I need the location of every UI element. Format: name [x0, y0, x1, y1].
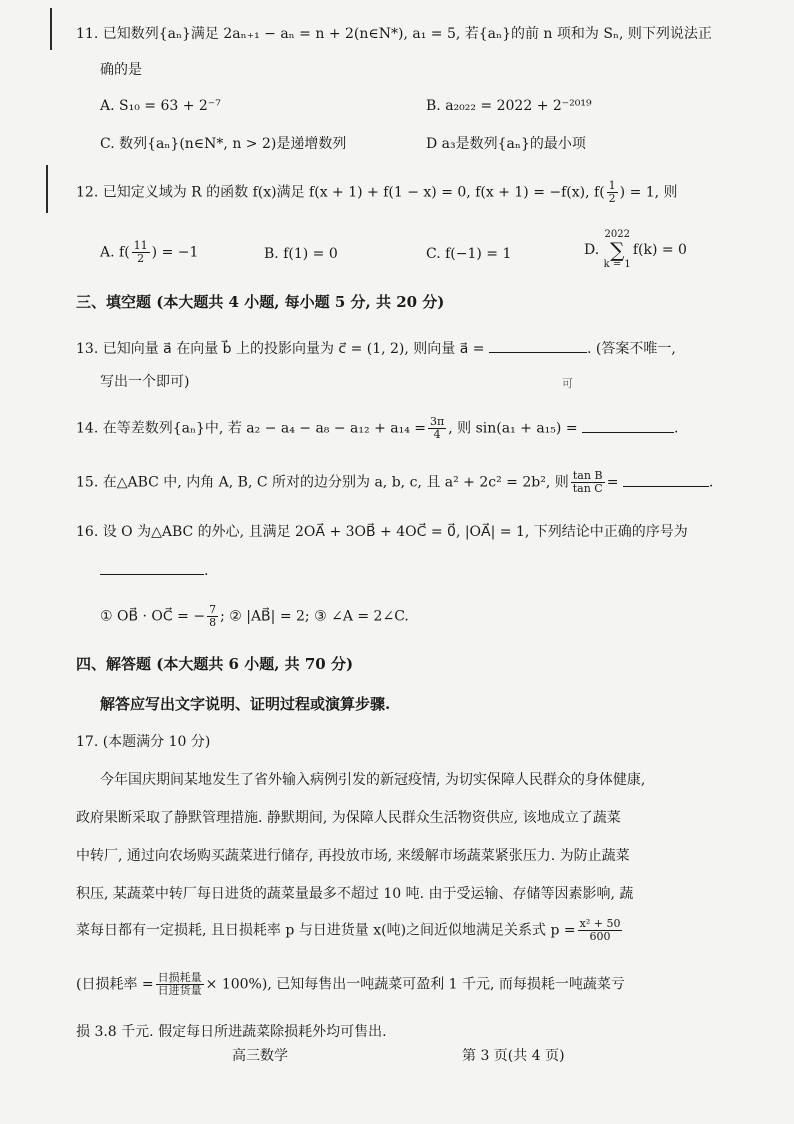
sum-upper: 2022 — [604, 229, 630, 240]
q11-option-c: C. 数列{aₙ}(n∈N*, n > 2)是递增数列 — [100, 136, 347, 152]
q11-stem: 11. 已知数列{aₙ}满足 2aₙ₊₁ − aₙ = n + 2(n∈N*), a₁ = 5, 若{aₙ}的前 n 项和为 Sₙ, 则下列说法正 — [76, 26, 712, 42]
fraction-numerator: 3π — [430, 415, 445, 428]
binding-mark — [46, 165, 48, 213]
q14-stem: 14. 在等差数列{aₙ}中, 若 a₂ − a₄ − a₈ − a₁₂ + a₁₄ = $\frac{3\pi}{4}$ , 则 sin(a₁ + a₁₅) = . — [76, 415, 679, 441]
q17-paragraph-line: 政府果断采取了静默管理措施. 静默期间, 为保障人民群众生活物资供应, 该地成立了蔬菜 — [76, 810, 621, 826]
section-heading: 四、解答题 (本大题共 6 小题, 共 70 分) — [76, 655, 354, 673]
q17-text: × 100%), 已知每售出一吨蔬菜可盈利 1 千元, 而每损耗一吨蔬菜亏 — [205, 976, 625, 993]
q14-stem-part: 14. 在等差数列{aₙ}中, 若 a₂ − a₄ − a₈ − a₁₂ + a₁₄ = — [76, 420, 427, 437]
q17-text: (日损耗率 = — [76, 976, 154, 993]
q17-text: 菜每日都有一定损耗, 且日损耗率 p 与日进货量 x(吨)之间近似地满足关系式 p = — [76, 922, 576, 939]
q11-option-b: B. a₂₀₂₂ = 2022 + 2⁻²⁰¹⁹ — [426, 98, 592, 114]
section-note: 解答应写出文字说明、证明过程或演算步骤. — [100, 695, 391, 713]
sum-lower: k = 1 — [603, 259, 631, 270]
fraction — [207, 604, 218, 629]
fraction-numerator: x² + 50 — [579, 917, 621, 930]
q12-option-d-part: D. — [584, 242, 600, 258]
q17-paragraph-line: 中转厂, 通过向农场购买蔬菜进行储存, 再投放市场, 来缓解市场蔬菜紧张压力. 为防止蔬菜 — [76, 848, 630, 864]
fraction-numerator: 11 — [133, 239, 148, 252]
fraction-numerator: 1 — [608, 179, 616, 192]
fraction — [132, 240, 150, 265]
fraction-denominator: 8 — [209, 616, 217, 629]
q12-option-d-part: f(k) = 0 — [632, 242, 687, 258]
fraction — [571, 470, 605, 495]
q13-stem-part: 13. 已知向量 a⃗ 在向量 b⃗ 上的投影向量为 c⃗ = (1, 2), 则向量 a⃗ = — [76, 341, 485, 357]
q16-options-part: ; ② |AB⃗| = 2; ③ ∠A = 2∠C. — [220, 608, 409, 625]
q16-options-part: ① OB⃗ · OC⃗ = − — [100, 608, 206, 625]
q12-stem-part: 12. 已知定义域为 R 的函数 f(x)满足 f(x + 1) + f(1 − x) = 0, f(x + 1) = −f(x), f( — [76, 184, 605, 201]
q17-title: 17. (本题满分 10 分) — [76, 734, 211, 750]
sigma-symbol: ∑ — [610, 238, 625, 262]
fraction-numerator: tan B — [571, 470, 605, 483]
q12-stem — [76, 180, 678, 205]
q17-paragraph-line — [76, 972, 625, 997]
q17-paragraph-line — [76, 918, 624, 943]
q12-stem-part: ) = 1, 则 — [619, 184, 678, 201]
q12-option-b: B. f(1) = 0 — [264, 246, 338, 262]
fraction-denominator: 日进货量 — [157, 984, 202, 997]
fraction — [428, 416, 446, 441]
fraction-denominator: tan C — [572, 482, 603, 495]
q12-option-c: C. f(−1) = 1 — [426, 246, 512, 262]
section-heading: 三、填空题 (本大题共 4 小题, 每小题 5 分, 共 20 分) — [76, 293, 445, 311]
q12-option-d — [584, 230, 687, 270]
fraction-denominator: 2 — [137, 252, 145, 265]
q11-stem-cont: 确的是 — [100, 62, 142, 78]
summation — [604, 230, 631, 270]
footer-subject: 高三数学 — [232, 1048, 288, 1064]
footer-page-number: 第 3 页(共 4 页) — [462, 1048, 565, 1064]
q12-option-a — [100, 240, 198, 265]
q12-option-a-part: A. f( — [100, 244, 130, 261]
fraction — [156, 972, 204, 997]
answer-blank[interactable] — [623, 472, 709, 487]
fraction-numerator: 日损耗量 — [157, 971, 202, 984]
q17-paragraph-line: 积压, 某蔬菜中转厂每日进货的蔬菜量最多不超过 10 吨. 由于受运输、存储等因素影响, 蔬 — [76, 886, 634, 902]
answer-blank[interactable] — [582, 418, 674, 433]
q16-options — [100, 604, 409, 629]
q17-paragraph-line: 损 3.8 千元. 假定每日所进蔬菜除损耗外均可售出. — [76, 1024, 387, 1040]
q15-stem-part: = — [606, 474, 619, 491]
q16-stem: 16. 设 O 为△ABC 的外心, 且满足 2OA⃗ + 3OB⃗ + 4OC⃗ = 0⃗, |OA⃗| = 1, 下列结论中正确的序号为 — [76, 524, 688, 540]
fraction-denominator: 600 — [589, 930, 611, 943]
q11-option-d: D a₃是数列{aₙ}的最小项 — [426, 136, 586, 152]
q13-stem-part: . (答案不唯一, — [586, 341, 676, 357]
q17-paragraph-line: 今年国庆期间某地发生了省外输入病例引发的新冠疫情, 为切实保障人民群众的身体健康, — [100, 772, 646, 788]
q15-stem: 15. 在△ABC 中, 内角 A, B, C 所对的边分别为 a, b, c, 且 a² + 2c² = 2b², 则 $\frac{\text{tan B}}{\text{tan C}}$ = . — [76, 469, 714, 495]
q13-stem-cont: 写出一个即可) — [100, 374, 190, 390]
binding-mark — [50, 8, 52, 50]
q15-stem-part: 15. 在△ABC 中, 内角 A, B, C 所对的边分别为 a, b, c, 且 a² + 2c² = 2b², 则 — [76, 474, 569, 491]
fraction-denominator: 4 — [433, 428, 441, 441]
answer-blank[interactable] — [100, 560, 204, 575]
q16-blank-line: . — [100, 560, 208, 581]
answer-blank[interactable] — [489, 338, 587, 353]
fraction — [607, 180, 618, 205]
q11-option-a: A. S₁₀ = 63 + 2⁻⁷ — [100, 98, 221, 114]
fraction-numerator: 7 — [209, 603, 217, 616]
q12-option-a-part: ) = −1 — [151, 244, 199, 261]
q13-stem — [76, 338, 676, 359]
stray-mark: 可 — [562, 377, 573, 390]
q14-stem-part: , 则 sin(a₁ + a₁₅) = — [448, 420, 578, 437]
fraction — [578, 918, 623, 943]
fraction-denominator: 2 — [608, 192, 616, 205]
